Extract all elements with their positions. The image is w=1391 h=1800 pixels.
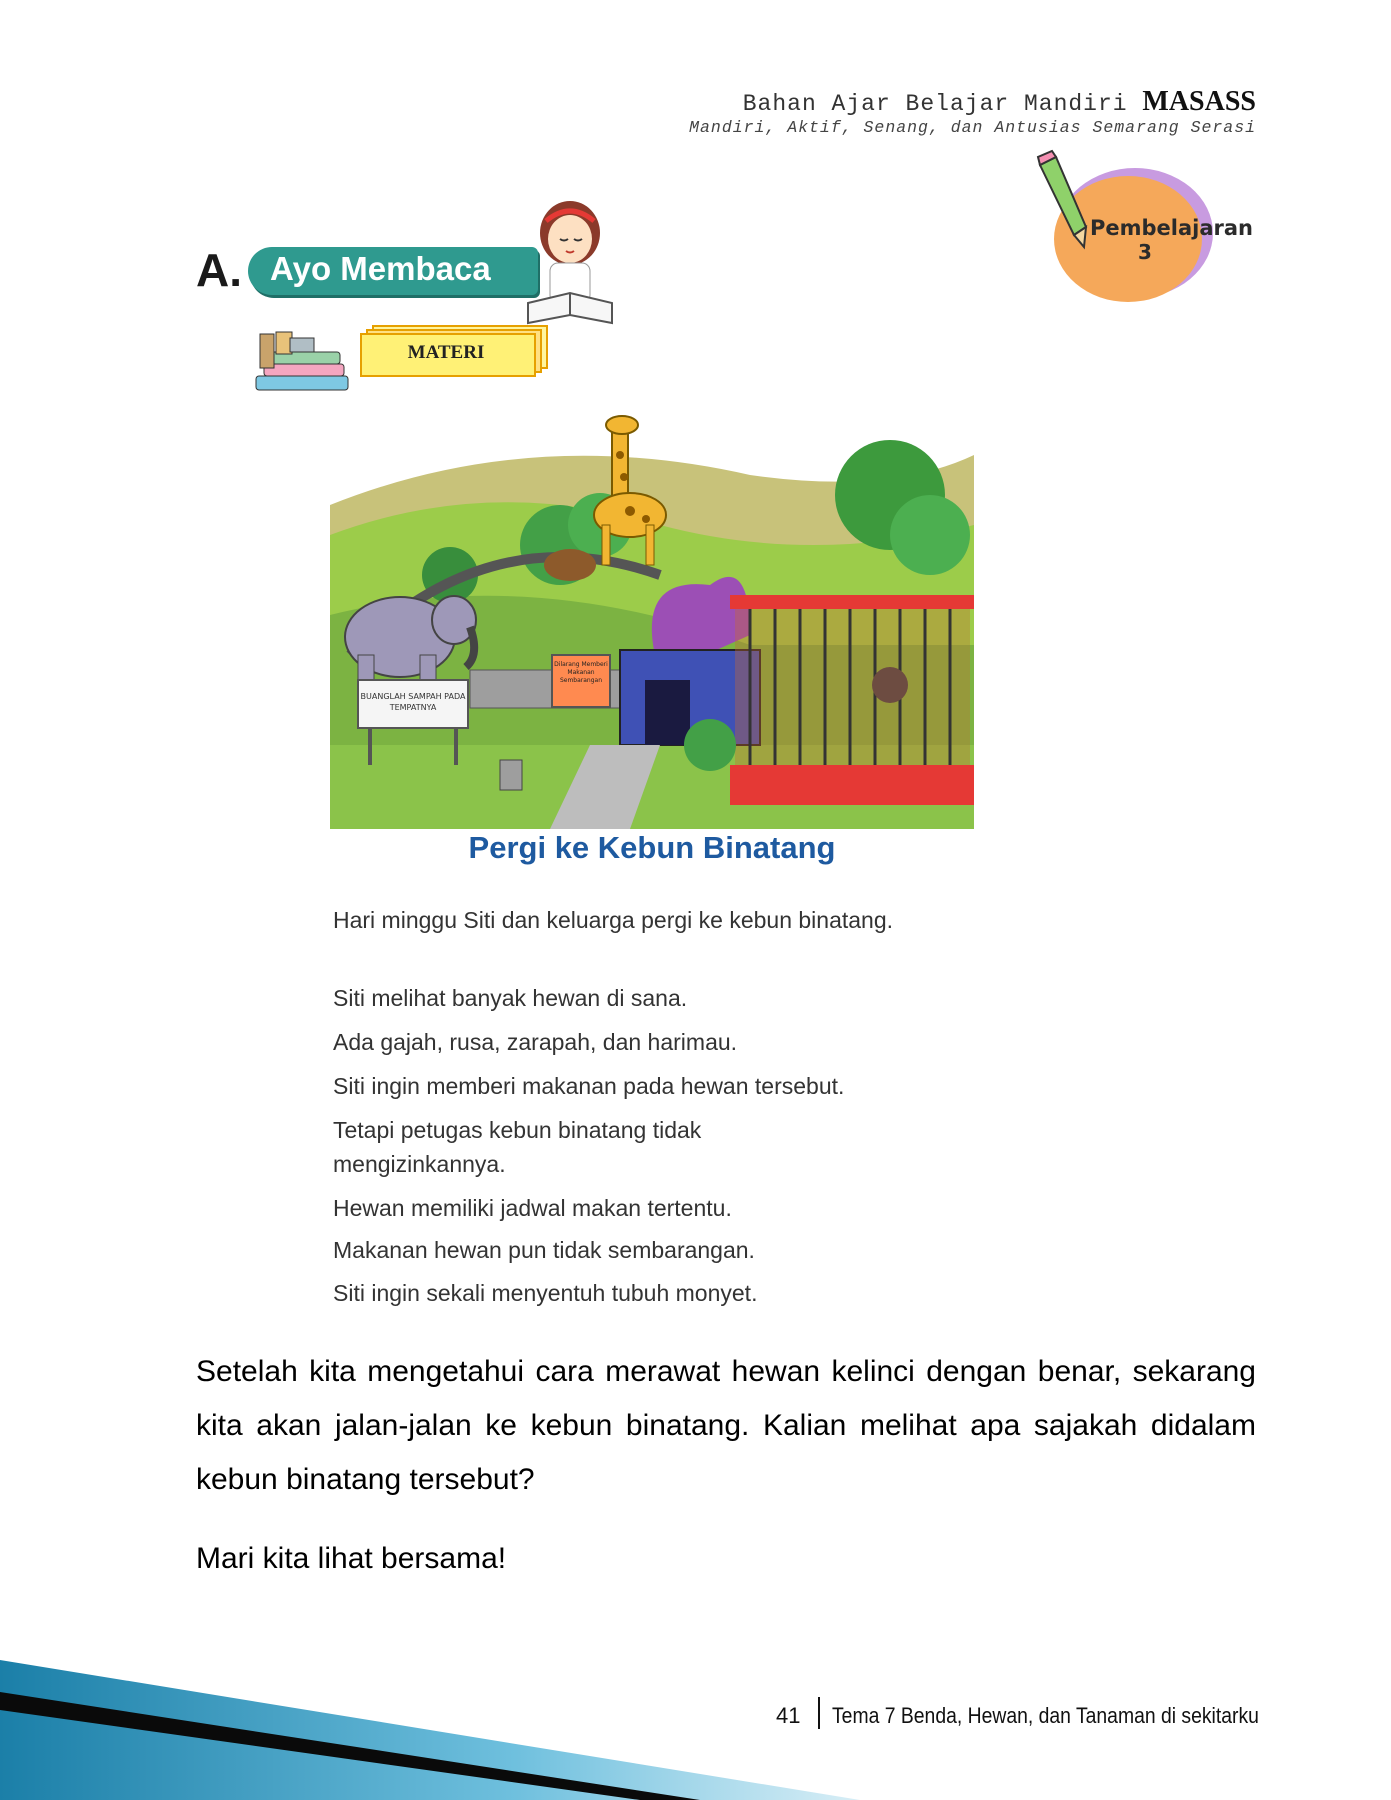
deer-icon <box>544 549 596 581</box>
books-icon <box>250 330 355 400</box>
body-paragraph-2: Mari kita lihat bersama! <box>196 1542 507 1575</box>
body-paragraph-1: Setelah kita mengetahui cara merawat hewan kelinci dengan benar, sekarang kita akan jalan-jalan ke kebun binatang. Kalian melihat apa sajakah didalam kebun binatang tersebut? <box>196 1355 1256 1496</box>
story-line-2: Siti melihat banyak hewan di sana. <box>333 985 688 1011</box>
lesson-badge <box>1030 155 1254 305</box>
trash-bin-icon <box>500 760 522 790</box>
header-brand: MASASS <box>1142 86 1256 117</box>
page-number: 41 <box>776 1703 801 1728</box>
header-title-prefix: Bahan Ajar Belajar Mandiri <box>742 91 1143 117</box>
story-line-8: Siti ingin sekali menyentuh tubuh monyet. <box>333 1280 758 1306</box>
materi-tag-label: MATERI <box>407 342 485 363</box>
story-line-4: Siti ingin memberi makanan pada hewan tersebut. <box>333 1073 845 1099</box>
sign-left-text: BUANGLAH SAMPAH PADA TEMPATNYA <box>360 692 466 712</box>
story-line-5: Tetapi petugas kebun binatang tidak mengizinkannya. <box>333 1117 702 1177</box>
footer-theme-text: Tema 7 Benda, Hewan, dan Tanaman di sekitarku <box>832 1703 1259 1728</box>
girl-reading-icon <box>520 195 620 330</box>
header-title <box>743 86 1256 118</box>
story-line-1: Hari minggu Siti dan keluarga pergi ke kebun binatang. <box>333 907 894 933</box>
header-subtitle: Mandiri, Aktif, Senang, dan Antusias Semarang Serasi <box>689 118 1256 137</box>
section-letter: A. <box>196 244 242 296</box>
monkey-cage <box>730 595 974 805</box>
story-line-3: Ada gajah, rusa, zarapah, dan harimau. <box>333 1029 738 1055</box>
footer-swoosh <box>0 1660 1391 1800</box>
story-line-6: Hewan memiliki jadwal makan tertentu. <box>333 1195 732 1221</box>
story-line-7: Makanan hewan pun tidak sembarangan. <box>333 1237 755 1263</box>
badge-label: Pembelajaran <box>1090 216 1254 240</box>
section-title: Ayo Membaca <box>270 250 491 287</box>
story-title: Pergi ke Kebun Binatang <box>468 830 836 865</box>
sign-right-text: Dilarang Memberi Makanan Sembarangan <box>554 661 608 684</box>
footer-separator <box>818 1697 820 1729</box>
badge-number: 3 <box>1138 240 1152 264</box>
zoo-illustration <box>330 415 974 829</box>
